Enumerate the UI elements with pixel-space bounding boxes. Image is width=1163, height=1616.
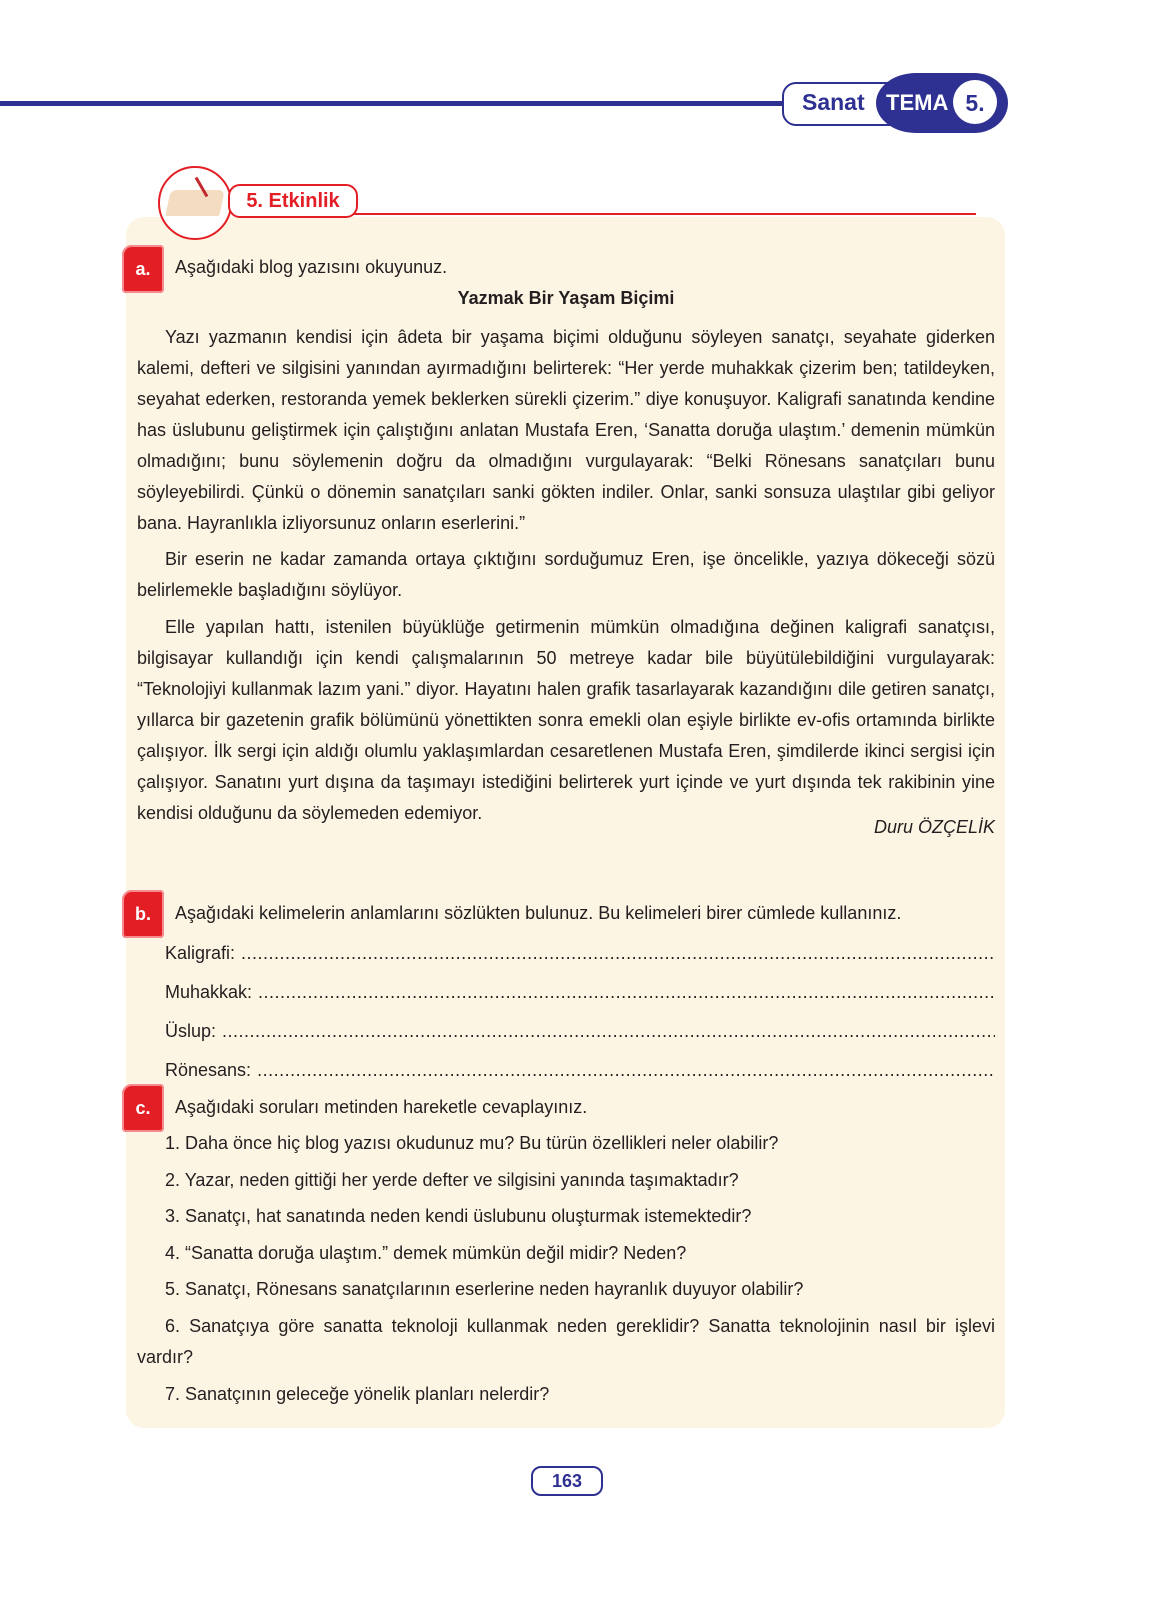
dotted-answer-line[interactable]	[241, 943, 995, 964]
question: 1. Daha önce hiç blog yazısı okudunuz mu? Bu türün özellikleri neler olabilir?	[165, 1133, 779, 1153]
section-c-instruction: Aşağıdaki soruları metinden hareketle cevaplayınız.	[175, 1097, 588, 1117]
word-answer-line[interactable]	[165, 1060, 995, 1081]
section-b-instruction: Aşağıdaki kelimelerin anlamlarını sözlükten bulunuz. Bu kelimeleri birer cümlede kullanınız.	[175, 903, 902, 923]
question: 4. “Sanatta doruğa ulaştım.” demek mümkün değil midir? Neden?	[165, 1243, 687, 1263]
word-label: Rönesans:	[165, 1060, 252, 1080]
page-number: 163	[531, 1466, 603, 1496]
word-answer-line[interactable]	[165, 982, 995, 1003]
dotted-answer-line[interactable]	[222, 1021, 995, 1042]
article-paragraph: Elle yapılan hattı, istenilen büyüklüğe getirmenin mümkün olmadığına değinen kaligrafi sanatçısı, bilgisayar kullandığı için kendi çalışmalarının 50 metreye kadar bile büyütülebildiğini vurgulayarak: “Teknolojiyi kullanmak lazım yani.” diyor. Hayatını halen grafik tasarlayarak kazandığını dile getiren sanatçı, yıllarca bir gazetenin grafik bölümünü yönettikten sonra emekli olan eşiyle birlikte ev-ofis ortamında birlikte çalışıyor. İlk sergi için aldığı olumlu yaklaşımlardan cesaretlenen Mustafa Eren, şimdilerde ikinci sergisi için çalışıyor. Sanatını yurt dışına da taşımayı istediğini belirterek yurt içinde ve yurt dışında tek rakibinin yine kendisi olduğunu da söylemeden edemiyor.	[137, 617, 995, 823]
question: 5. Sanatçı, Rönesans sanatçılarının eserlerine neden hayranlık duyuyor olabilir?	[165, 1279, 804, 1299]
question: 7. Sanatçının geleceğe yönelik planları nelerdir?	[165, 1384, 550, 1404]
article-paragraph: Bir eserin ne kadar zamanda ortaya çıktığını sorduğumuz Eren, işe öncelikle, yazıya dökeceği sözü belirlemekle başladığını söylüyor.	[137, 549, 995, 600]
activity-label: 5. Etkinlik	[228, 184, 358, 218]
theme-word: TEMA	[886, 90, 949, 115]
open-book-icon	[165, 190, 225, 216]
section-a-badge: a.	[122, 245, 164, 293]
word-answer-line[interactable]	[165, 1021, 995, 1042]
word-label: Kaligrafi:	[165, 943, 236, 963]
theme-name: Sanat	[802, 89, 865, 115]
header-rule	[0, 101, 800, 106]
dotted-answer-line[interactable]	[258, 982, 995, 1003]
word-label: Muhakkak:	[165, 982, 253, 1002]
question: 2. Yazar, neden gittiği her yerde defter ve silgisini yanında taşımaktadır?	[165, 1170, 739, 1190]
question: 3. Sanatçı, hat sanatında neden kendi üslubunu oluşturmak istemektedir?	[165, 1206, 752, 1226]
article-paragraph: Yazı yazmanın kendisi için âdeta bir yaşama biçimi olduğunu söyleyen sanatçı, seyahate giderken kalemi, defteri ve silgisini yanından ayırmadığını belirterek: “Her yerde muhakkak çizerim ben; tatildeyken, seyahat ederken, restoranda yemek beklerken sürekli çizerim.” diye konuşuyor. Kaligrafi sanatında kendine has üslubunu geliştirmek için çalıştığını anlatan Mustafa Eren, ‘Sanatta doruğa ulaştım.’ demenin mümkün olmadığını; bunu söylemenin doğru da olmadığını vurgulayarak: “Belki Rönesans sanatçıları bunu söyleyebilirdi. Çünkü o dönemin sanatçıları sanki gökten indiler. Onlar, sanki sonsuza ulaştılar gibi geliyor bana. Hayranlıkla izliyorsunuz onların eserlerini.”	[137, 327, 995, 533]
word-answer-line[interactable]	[165, 943, 995, 964]
theme-number: 5.	[953, 80, 997, 124]
section-b-badge: b.	[122, 890, 164, 938]
article-author: Duru ÖZÇELİK	[873, 817, 995, 837]
word-label: Üslup:	[165, 1021, 217, 1041]
dotted-answer-line[interactable]	[257, 1060, 995, 1081]
activity-rule	[300, 213, 976, 215]
question: 6. Sanatçıya göre sanatta teknoloji kullanmak neden gereklidir? Sanatta teknolojinin nasıl bir işlevi vardır?	[137, 1316, 995, 1367]
section-c-badge: c.	[122, 1084, 164, 1132]
article-title: Yazmak Bir Yaşam Biçimi	[457, 288, 675, 308]
section-a-instruction: Aşağıdaki blog yazısını okuyunuz.	[175, 257, 448, 277]
